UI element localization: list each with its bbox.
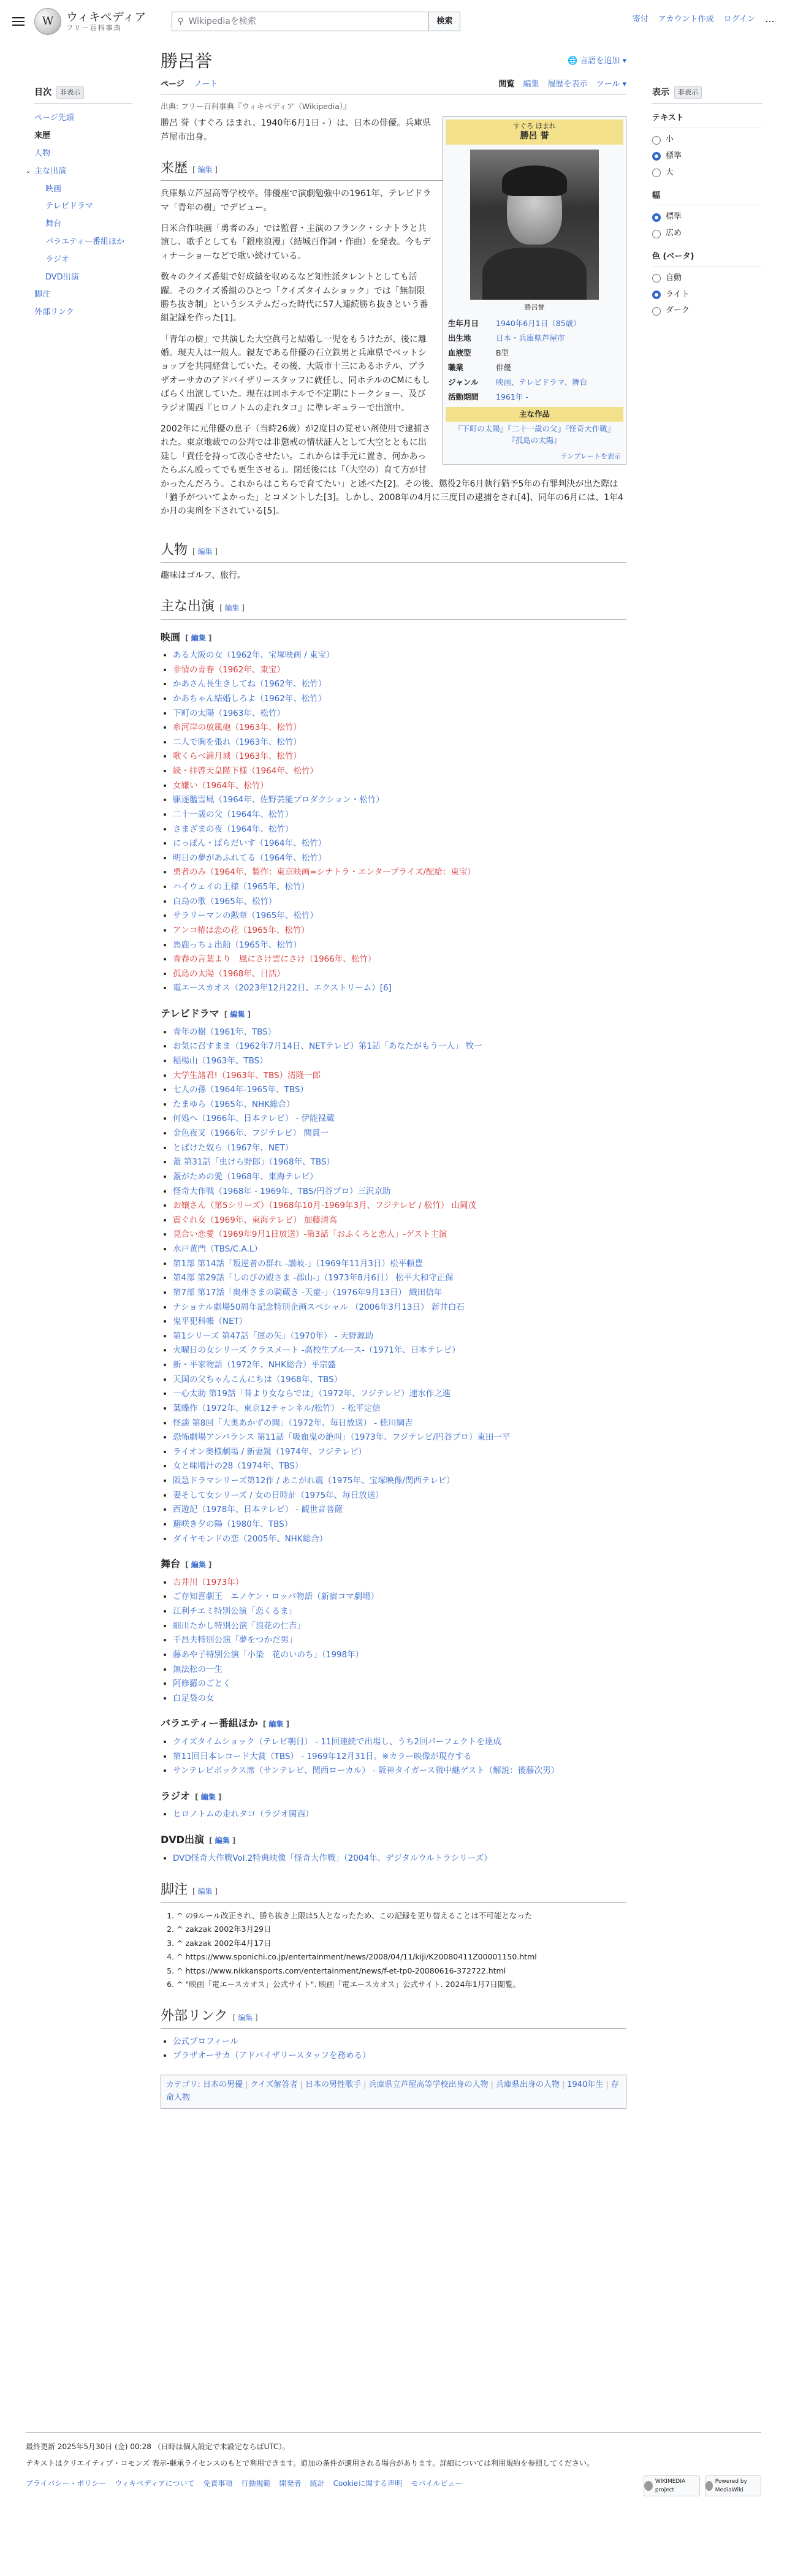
list-item[interactable]: • 怪奇大作戦（1968年 - 1969年、TBS/円谷プロ）三沢京助 bbox=[173, 1185, 626, 1199]
career-paragraph: 2002年に元俳優の息子（当時26歳）が2度目の覚せい剤使用で逮捕された。東京地裁での公判では非懲戒の情状証人として大空とともに出廷し「責任を持って改心させたい。これからは手元に置き、何かあったらぶん殴ってでも更生させる」。閉廷後には「（大空の）育て方が甘かったんだろう。これからはこちらで育てたい」と述べた[2]。その後、懲役2年6月執行猶予5年の有罪判決が出た際は「猶予がついてよかった」とコメントした[3]。しかし、2008年の4月に三度目の逮捕をされ[4]、同年の6月には、1年4か月の実刑を下されている[5]。 bbox=[161, 424, 623, 517]
list-item[interactable]: • 青年の樹（1961年、TBS） bbox=[173, 1025, 626, 1040]
list-item[interactable]: • 避咲き夕の陽（1980年、TBS） bbox=[173, 1518, 626, 1532]
toc-item[interactable]: ラジオ bbox=[45, 254, 70, 264]
footer-link[interactable]: 開発者 bbox=[279, 2479, 302, 2488]
subsection-film-title: 映画 bbox=[161, 631, 181, 643]
list-item[interactable]: • ハイウェイの王様（1965年、松竹） bbox=[173, 880, 626, 895]
career-paragraph: 「青年の樹」で共演した大空眞弓と結婚し一児をもうけたが、後に離婚。現夫人は一般人。親友である俳優の石立鉄男と兵庫県でペットショップを共同経営していた。その後、大阪市十三にあるホテル、プラザオーサカのアドバイザリースタッフに就任し、同ホテルのCMにもしばらく出演していた。現在は同ホテルで不定期にトークショー、及びラジオ関西『ヒロノトムの走れタコ』に準レギュラーで出演中。 bbox=[161, 334, 430, 413]
list-item[interactable]: • 第1シリーズ 第47話「運の矢」（1970年） - 天野源助 bbox=[173, 1329, 626, 1344]
list-item[interactable]: • 見合い恋愛（1969年9月1日放送）-第3話「おふくろと恋人」-ゲスト主演 bbox=[173, 1228, 626, 1242]
list-item[interactable]: • 天国の父ちゃんこんにちは（1968年、TBS） bbox=[173, 1373, 626, 1388]
career-paragraph: 兵庫県立芦屋高等学校卒。俳優座で演劇勉強中の1961年、テレビドラマ「青年の樹」でデビュー。 bbox=[161, 189, 432, 213]
edit-link[interactable]: 編集 bbox=[268, 1720, 284, 1729]
category-link[interactable]: 日本の男優 bbox=[203, 2080, 243, 2089]
template-link[interactable]: テンプレートを表示 bbox=[560, 452, 621, 460]
photo-caption: 勝呂誉 bbox=[524, 303, 545, 311]
edit-link[interactable]: 編集 bbox=[197, 547, 213, 556]
list-item[interactable]: • ライオン奥様劇場 / 新妻鏡（1974年、フジテレビ） bbox=[173, 1445, 626, 1460]
list-item[interactable]: • 怪談 第8回「大奥あかずの間」（1972年、毎日放送） - 徳川綱吉 bbox=[173, 1416, 626, 1431]
list-item[interactable]: • サンテレビボックス席（サンテレビ、関西ローカル） - 阪神タイガース戦中継ゲスト（解説：後藤次男） bbox=[173, 1764, 626, 1779]
last-modified: 最終更新 2025年5月30日 (金) 00:28 （日時は個人設定で未設定ならばUTC）。 bbox=[26, 2442, 290, 2451]
footer-link[interactable]: Cookieに関する声明 bbox=[333, 2479, 403, 2488]
list-item[interactable]: • DVD怪奇大作戦Vol.2特典映像「怪奇大作戦」（2004年、デジタルウルトラシリーズ） bbox=[173, 1852, 626, 1866]
reference-item[interactable]: 6. ^ "映画「電エースカオス」公式サイト". 映画「電エースカオス」公式サイト. 2024年1月7日閲覧。 bbox=[177, 1978, 626, 1992]
subsection-dvd-title: DVD出演 bbox=[161, 1834, 204, 1846]
toc-item[interactable]: 人物 bbox=[34, 148, 51, 158]
page-title: 勝呂誉 bbox=[161, 51, 213, 71]
toc-title: 目次 bbox=[34, 88, 51, 97]
radio-icon bbox=[652, 307, 661, 316]
list-item[interactable]: • ヒロノトムの走れタコ（ラジオ関西） bbox=[173, 1807, 626, 1822]
portrait-photo[interactable] bbox=[470, 150, 599, 300]
category-link[interactable]: 存命人物 bbox=[166, 2080, 619, 2102]
toc-item[interactable]: 映画 bbox=[45, 184, 62, 194]
logo-title: ウィキペディア bbox=[66, 10, 146, 24]
color-option[interactable]: 自動 bbox=[652, 270, 762, 287]
infobox bbox=[443, 116, 626, 465]
list-item[interactable]: • 女嫌い（1964年、松竹） bbox=[173, 779, 626, 794]
list-item[interactable]: • お気に召すまま（1962年7月14日、NETテレビ）第1話「あなたがもう一人」 牧一 bbox=[173, 1039, 626, 1054]
list-item[interactable]: • 恐怖劇場アンバランス 第11話「吸血鬼の絶叫」（1973年、フジテレビ/円谷プロ）東田一平 bbox=[173, 1430, 626, 1445]
career-paragraph: 日米合作映画「勇者のみ」では監督・主演のフランク・シナトラと共演し、歌手としても「銀座浪漫」（結城百作詞・作曲）を発表。今もディナーショーなどで歌い続けている。 bbox=[161, 223, 431, 261]
appearance-panel bbox=[652, 86, 762, 319]
radio-icon bbox=[652, 274, 661, 283]
list-item[interactable]: • 大学生諸君!（1963年、TBS）清隆一郎 bbox=[173, 1069, 626, 1084]
list-item[interactable]: • 金色夜叉（1966年、フジテレビ） 間貫一 bbox=[173, 1127, 626, 1141]
infobox-name: 勝呂 誉 bbox=[520, 131, 549, 142]
list-item[interactable]: • とばけた奴ら（1967年、NET） bbox=[173, 1141, 626, 1156]
career-paragraph: 数々のクイズ番組で好成績を収めるなど知性派タレントとしても活躍。そのクイズ番組のひとつ「クイズタイムショック」では「無制限勝ち抜き制」というシステムだった時代に57人連続勝ち抜きという番組記録を作った[1]。 bbox=[161, 272, 428, 324]
edit-link[interactable]: 編集 bbox=[191, 633, 206, 642]
tab-talk[interactable]: ノート bbox=[194, 80, 218, 89]
list-item[interactable]: • 七人の孫（1964年-1965年、TBS） bbox=[173, 1083, 626, 1098]
list-item[interactable]: • クイズタイムショック（テレビ朝日） - 11回連続で出場し、うち2回パーフェクトを達成 bbox=[173, 1735, 626, 1750]
source-note: 出典: フリー百科事典『ウィキペディア（Wikipedia）』 bbox=[161, 102, 351, 112]
list-item[interactable]: • 千昌夫特別公演「夢をつかだ男」 bbox=[173, 1633, 626, 1648]
more-options-icon[interactable]: ⋯ bbox=[765, 15, 775, 28]
list-item[interactable]: • 青春の言葉より 風にさけ雲にさけ（1966年、松竹） bbox=[173, 952, 626, 967]
toc-hide-button[interactable]: 非表示 bbox=[56, 86, 84, 99]
list-item[interactable]: • 新・平家物語（1972年、NHK総合）平宗盛 bbox=[173, 1358, 626, 1373]
works-heading: 主な作品 bbox=[446, 407, 623, 422]
toc-item[interactable]: ⌄ 主な出演 bbox=[26, 166, 67, 176]
tab-edit[interactable]: 編集 bbox=[523, 80, 539, 89]
radio-icon bbox=[652, 136, 661, 145]
list-item[interactable]: • 稲楊山（1963年、TBS） bbox=[173, 1054, 626, 1069]
list-item[interactable]: • 駆逐艦雪風（1964年、佐野芸能プロダクション・松竹） bbox=[173, 793, 626, 808]
category-separator: | bbox=[363, 2080, 367, 2089]
radio-icon bbox=[652, 152, 661, 161]
tab-history[interactable]: 履歴を表示 bbox=[547, 80, 588, 89]
infobox-row: 活動期間 1961年 - bbox=[448, 392, 528, 402]
list-item[interactable]: • 火曜日の女シリーズ クラスメート -高校生ブルース-（1971年、日本テレビ） bbox=[173, 1343, 626, 1358]
list-item[interactable]: • 震ぐれ女（1969年、東海テレビ） 加藤清高 bbox=[173, 1214, 626, 1228]
list-item[interactable]: • たまゆら（1965年、NHK総合） bbox=[173, 1098, 626, 1112]
appearance-hide-button[interactable]: 非表示 bbox=[674, 86, 702, 99]
list-item[interactable]: • 白足袋の女 bbox=[173, 1692, 626, 1706]
list-item[interactable]: • かあちゃん結婚しろよ（1962年、松竹） bbox=[173, 692, 626, 707]
page-footer bbox=[26, 2432, 761, 2493]
width-option[interactable]: 広め bbox=[652, 226, 762, 242]
list-item[interactable]: • 公式プロフィール bbox=[173, 2035, 626, 2050]
list-item[interactable]: • かあさん長生きしてね（1962年、松竹） bbox=[173, 677, 626, 692]
list-item[interactable]: • 電エースカオス（2023年12月22日、エクストリーム）[6] bbox=[173, 981, 626, 996]
subsection-variety-title: バラエティー番組ほか bbox=[161, 1717, 258, 1730]
radio-icon bbox=[652, 213, 661, 222]
list-item[interactable]: • 糸河岸の放風砲（1963年、松竹） bbox=[173, 721, 626, 735]
toc-item[interactable]: ページ先頭 bbox=[34, 113, 74, 123]
list-item[interactable]: • サラリーマンの勲章（1965年、松竹） bbox=[173, 909, 626, 924]
chevron-down-icon[interactable]: ⌄ bbox=[26, 168, 31, 175]
person-text: 趣味はゴルフ、旅行。 bbox=[161, 570, 246, 580]
list-item[interactable]: • 二十一歳の父（1964年、松竹） bbox=[173, 808, 626, 823]
infobox-row: ジャンル 映画、テレビドラマ、舞台 bbox=[448, 378, 588, 387]
list-item[interactable]: • 二人で胸を張れ（1963年、松竹） bbox=[173, 735, 626, 750]
text-size-option[interactable]: 標準 bbox=[652, 148, 762, 165]
list-item[interactable]: • 葉蝶作（1972年、東京12チャンネル/松竹） - 松平定信 bbox=[173, 1402, 626, 1416]
list-item[interactable]: • 無法松の一生 bbox=[173, 1663, 626, 1677]
edit-link[interactable]: 編集 bbox=[215, 1836, 230, 1845]
list-item[interactable]: • 第1部 第14話「叛逆者の群れ -讃岐-」（1969年11月3日）松平頼豊 bbox=[173, 1257, 626, 1272]
list-item[interactable]: • 孤島の太陽（1968年、日活） bbox=[173, 967, 626, 982]
main-menu-icon[interactable] bbox=[12, 17, 25, 26]
table-of-contents bbox=[26, 86, 132, 322]
intro-paragraph: 勝呂 誉（すぐろ ほまれ、1940年6月1日 - ）は、日本の俳優。兵庫県芦屋市出身。 bbox=[161, 118, 432, 142]
subsection-radio-title: ラジオ bbox=[161, 1790, 191, 1802]
list-item[interactable]: • 一心太助 第19話「昔より女ならでは」（1972年、フジテレビ）速水作之進 bbox=[173, 1387, 626, 1402]
list-item[interactable]: • 歌くらべ満月城（1963年、松竹） bbox=[173, 750, 626, 764]
list-item[interactable]: • プラザオーサカ（アドバイザリースタッフを務める） bbox=[173, 2049, 626, 2064]
main-content: 勝呂誉 🌐 言語を追加 ▾ ページ ノート 閲覧 編集 履歴を表示 ツール ▾ 出典: フリー百科事典『ウィキペディア（Wikipedia）』 すぐろ ほまれ 勝呂 誉 勝呂誉 生年月日 1940年6月1日（85歳） 出生地 日本・兵庫県芦屋市 血液型 B型 職業 俳優 ジャンル 映画、テレビドラマ、舞台 活動期間 1961年 - 主な作品 『下町の太陽』『二十一歳の父』『怪奇大作戦』『孤島の太陽』 テンプレートを表示 勝呂 誉（すぐろ ほまれ、1940年6月1日 - ）は、日本の俳優。兵庫県芦屋市出身。 来歴 [ 編集 ] 兵庫県立芦屋高等学校卒。俳優座で演劇勉強中の1961年、テレビドラマ「青年の樹」でデビュー。 日米合作映画「勇者のみ」では監督・主演のフランク・シナトラと共演し、歌手としても「銀座浪漫」（結城百作詞・作曲）を発表。今もディナーショーなどで歌い続けている。 数々のクイズ番組で好成績を収めるなど知性派タレントとしても活躍。そのクイズ番組のひとつ「クイズタイムショック」では「無制限勝ち抜き制」というシステムだった時代に57人連続勝ち抜きという番組記録を作った[1]。 「青年の樹」で共演した大空眞弓と結婚し一児をもうけたが、後に離婚。現夫人は一般人。親友である俳優の石立鉄男と兵庫県でペットショップを共同経営していた。その後、大阪市十三にあるホテル、プラザオーサカのアドバイザリースタッフに就任し、同ホテルのCMにもしばらく出演していた。現在は同ホテルで不定期にトークショー、及びラジオ関西『ヒロノトムの走れタコ』に準レギュラーで出演中。 2002年に元俳優の息子（当時26歳）が2度目の覚せい剤使用で逮捕された。東京地裁での公判では非懲戒の情状証人として大空とともに出廷し「責任を持って改心させたい。これからは手元に置き、何かあったらぶん殴ってでも更生させる」。閉廷後には「（大空の）育て方が甘かったんだろう。これからはこちらで育てたい」と述べた[2]。その後、懲役2年6月執行猶予5年の有罪判決が出た際は「猶予がついてよかった」とコメントした[3]。しかし、2008年の4月に三度目の逮捕をされ[4]、同年の6月には、1年4か月の実刑を下されている[5]。 人物 [ 編集 ] 趣味はゴルフ、旅行。 主な出演 [ 編集 ] 映画 [ 編集 ] • ある大阪の女（1962年、宝塚映画 / 東宝） • 非情の青春（1962年、東宝） • かあさん長生きしてね（1962年、松竹） • かあちゃん結婚しろよ（1962年、松竹） • 下町の太陽（1963年、松竹） • 糸河岸の放風砲（1963年、松竹） • 二人で胸を張れ（1963年、松竹） • 歌くらべ満月城（1963年、松竹） • 続・拝啓天皇陛下様（1964年、松竹） • 女嫌い（1964年、松竹） • 駆逐艦雪風（1964年、佐野芸能プロダクション・松竹） • 二十一歳の父（1964年、松竹） • さまざまの夜（1964年、松竹） • にっぽん・ぱらだいす（1964年、松竹） • 明日の夢があふれてる（1964年、松竹） • 勇者のみ（1964年、製作：東京映画=シナトラ・エンタープライズ/配給：東宝） • ハイウェイの王様（1965年、松竹） • 白鳥の歌（1965年、松竹） • サラリーマンの勲章（1965年、松竹） • アンコ椿は恋の花（1965年、松竹） • 馬鹿っちょ出船（1965年、松竹） • 青春の言葉より 風にさけ雲にさけ（1966年、松竹） • 孤島の太陽（1968年、日活） • 電エースカオス（2023年12月22日、エクストリーム）[6] テレビドラマ [ 編集 ] • 青年の樹（1961年、TBS） • お気に召すまま（1962年7月14日、NETテレビ）第1話「あなたがもう一人」 牧一 • 稲楊山（1963年、TBS） • 大学生諸君!（1963年、TBS）清隆一郎 • 七人の孫（1964年-1965年、TBS） • たまゆら（1965年、NHK総合） • 何処へ（1966年、日本テレビ） - 伊能禄蔵 • 金色夜叉（1966年、フジテレビ） 間貫一 • とばけた奴ら（1967年、NET） • 蓋 第31話「虫けら野郎」（1968年、TBS） • 蓋がための愛（1968年、東海テレビ） • 怪奇大作戦（1968年 - 1969年、TBS/円谷プロ）三沢京助 • お嬢さん（第5シリーズ）（1968年10月-1969年3月、フジテレビ / 松竹） 山岡茂 • 震ぐれ女（1969年、東海テレビ） 加藤清高 • 見合い恋愛（1969年9月1日放送）-第3話「おふくろと恋人」-ゲスト主演 • 水戸黄門（TBS/C.A.L） • 第1部 第14話「叛逆者の群れ -讃岐-」（1969年11月3日）松平頼豊 • 第4部 第29話「しのびの殿さま -郡山-」（1973年8月6日） 松平大和守正保 • 第7部 第17話「奥州さまの騎蔵き -天童-」（1976年9月13日） 織田信年 • ナショナル劇場50周年記念特別企画スペシャル （2006年3月13日） 新井白石 • 鬼平犯科帳（NET） • 第1シリーズ 第47話「運の矢」（1970年） - 天野源助 • 火曜日の女シリーズ クラスメート -高校生ブルース-（1971年、日本テレビ） • 新・平家物語（1972年、NHK総合）平宗盛 • 天国の父ちゃんこんにちは（1968年、TBS） • 一心太助 第19話「昔より女ならでは」（1972年、フジテレビ）速水作之進 • 葉蝶作（1972年、東京12チャンネル/松竹） - 松平定信 • 怪談 第8回「大奥あかずの間」（1972年、毎日放送） - 徳川綱吉 • 恐怖劇場アンバランス 第11話「吸血鬼の絶叫」（1973年、フジテレビ/円谷プロ）東田一平 • ライオン奥様劇場 / 新妻鏡（1974年、フジテレビ） • 女と味噌汁の28（1974年、TBS） • 阪急ドラマシリーズ第12作 / あこがれ震（1975年、宝塚映像/関西テレビ） • 妻そして女シリーズ / 女の日時計（1975年、毎日放送） • 西遊記（1978年、日本テレビ） - 観世音菩薩 • 避咲き夕の陽（1980年、TBS） • ダイヤモンドの恋（2005年、NHK総合） 舞台 [ 編集 ] • 吉井川（1973年） • ご存知喜劇王 エノケン・ロッパ物語（新宿コマ劇場） • 江利チエミ特別公演「恋くるま」 • 細川たかし特別公演「浪花の仁吉」 • 千昌夫特別公演「夢をつかだ男」 • 藤あや子特別公演「小染 花のいのち」（1998年） • 無法松の一生 • 阿修羅のごとく • 白足袋の女 バラエティー番組ほか [ 編集 ] • クイズタイムショック（テレビ朝日） - 11回連続で出場し、うち2回パーフェクトを達成 • 第11回日本レコード大賞（TBS） - 1969年12月31日。※カラー映像が現存する • サンテレビボックス席（サンテレビ、関西ローカル） - 阪神タイガース戦中継ゲスト（解説：後藤次男） ラジオ [ 編集 ] • ヒロノトムの走れタコ（ラジオ関西） DVD出演 [ 編集 ] • DVD怪奇大作戦Vol.2特典映像「怪奇大作戦」（2004年、デジタルウルトラシリーズ） 脚注 [ 編集 ] 1. ^ の9ルール改正され、勝ち抜き上限は5人となったため、この記録を更り替えることは不可能となった 2. ^ zakzak 2002年3月29日 3. ^ zakzak 2002年4月17日 4. ^ https://www.sponichi.co.jp/entertainment/news/2008/04/11/kiji/K20080411Z00001150.html 5. ^ https://www.nikkansports.com/entertainment/news/f-et-tp0-20080616-372722.html 6. ^ "映画「電エースカオス」公式サイト". 映画「電エースカオス」公式サイト. 2024年1月7日閲覧。 外部リンク [ 編集 ] • 公式プロフィール • プラザオーサカ（アドバイザリースタッフを務める） カテゴリ: 日本の男優 | クイズ解答者 | 日本の男性歌手 | 兵庫県立芦屋高等学校出身の人物 | 兵庫県出身の人物 | 1940年生 | 存命人物 bbox=[161, 50, 626, 2109]
search-input[interactable] bbox=[172, 12, 429, 31]
subsection-stage-title: 舞台 bbox=[161, 1558, 181, 1570]
category-link[interactable]: 1940年生 bbox=[567, 2080, 604, 2089]
section-notes-title: 脚注 bbox=[161, 1882, 188, 1898]
toc-item[interactable]: 脚注 bbox=[34, 290, 51, 300]
list-item[interactable]: • 勇者のみ（1964年、製作：東京映画=シナトラ・エンタープライズ/配給：東宝） bbox=[173, 865, 626, 880]
list-item[interactable]: • 第11回日本レコード大賞（TBS） - 1969年12月31日。※カラー映像が現存する bbox=[173, 1750, 626, 1765]
tab-read[interactable]: 閲覧 bbox=[498, 80, 515, 89]
infobox-row: 生年月日 1940年6月1日（85歳） bbox=[448, 319, 581, 329]
footer-link[interactable]: ウィキペディアについて bbox=[115, 2479, 195, 2488]
search-icon: ⚲ bbox=[177, 16, 184, 26]
edit-link[interactable]: 編集 bbox=[191, 1560, 206, 1570]
color-label: 色 (ベータ) bbox=[652, 251, 762, 267]
edit-link[interactable]: 編集 bbox=[197, 165, 213, 174]
category-link[interactable]: クイズ解答者 bbox=[250, 2080, 298, 2089]
category-link[interactable]: 日本の男性歌手 bbox=[305, 2080, 362, 2089]
list-item[interactable]: • 続・拝啓天皇陛下様（1964年、松竹） bbox=[173, 764, 626, 779]
section-works-title: 主な出演 bbox=[161, 599, 215, 615]
reference-item[interactable]: 2. ^ zakzak 2002年3月29日 bbox=[177, 1923, 626, 1937]
toc-item[interactable]: DVD出演 bbox=[45, 272, 79, 282]
reference-item[interactable]: 4. ^ https://www.sponichi.co.jp/entertainment/news/2008/04/11/kiji/K20080411Z00001150.html bbox=[177, 1950, 626, 1964]
edit-link[interactable]: 編集 bbox=[200, 1792, 216, 1801]
list-item[interactable]: • 阿修羅のごとく bbox=[173, 1677, 626, 1692]
site-header bbox=[0, 0, 787, 43]
search-button[interactable]: 検索 bbox=[429, 12, 460, 31]
list-item[interactable]: • ご存知喜劇王 エノケン・ロッパ物語（新宿コマ劇場） bbox=[173, 1590, 626, 1605]
text-size-option[interactable]: 大 bbox=[652, 165, 762, 181]
toc-item[interactable]: テレビドラマ bbox=[45, 202, 93, 211]
list-item[interactable]: • 第4部 第29話「しのびの殿さま -郡山-」（1973年8月6日） 松平大和守正保 bbox=[173, 1271, 626, 1286]
infobox-kana: すぐろ ほまれ bbox=[513, 122, 556, 131]
subsection-tv-title: テレビドラマ bbox=[161, 1008, 219, 1020]
site-logo[interactable] bbox=[34, 8, 146, 35]
list-item[interactable]: • 細川たかし特別公演「浪花の仁吉」 bbox=[173, 1619, 626, 1634]
edit-link[interactable]: 編集 bbox=[230, 1010, 245, 1019]
edit-link[interactable]: 編集 bbox=[197, 1887, 213, 1896]
categories-label[interactable]: カテゴリ: bbox=[166, 2080, 200, 2089]
list-item[interactable]: • 明日の夢があふれてる（1964年、松竹） bbox=[173, 851, 626, 866]
license-text: テキストはクリエイティブ・コモンズ 表示-継承ライセンスのもとで利用できます。追加の条件が適用される場合があります。詳細については利用規約を参照してください。 bbox=[26, 2459, 595, 2468]
list-item[interactable]: • 蓋 第31話「虫けら野郎」（1968年、TBS） bbox=[173, 1155, 626, 1170]
works-list[interactable]: 『下町の太陽』『二十一歳の父』『怪奇大作戦』『孤島の太陽』 bbox=[454, 424, 615, 446]
list-item[interactable]: • 女と味噌汁の28（1974年、TBS） bbox=[173, 1459, 626, 1474]
category-separator: | bbox=[245, 2080, 248, 2089]
footer-link[interactable]: プライバシー・ポリシー bbox=[26, 2479, 107, 2488]
list-item[interactable]: • 下町の太陽（1963年、松竹） bbox=[173, 707, 626, 721]
tab-page[interactable]: ページ bbox=[161, 80, 184, 89]
donate-link[interactable]: 寄付 bbox=[632, 15, 648, 25]
infobox-row: 出生地 日本・兵庫県芦屋市 bbox=[448, 333, 565, 343]
list-item[interactable]: • 吉井川（1973年） bbox=[173, 1576, 626, 1590]
mediawiki-badge[interactable]: Powered by MediaWiki bbox=[705, 2475, 761, 2496]
search-placeholder: Wikipediaを検索 bbox=[188, 16, 256, 26]
list-item[interactable]: • ナショナル劇場50周年記念特別企画スペシャル （2006年3月13日） 新井白石 bbox=[173, 1301, 626, 1315]
login-link[interactable]: ログイン bbox=[723, 15, 755, 25]
category-separator: | bbox=[606, 2080, 609, 2089]
list-item[interactable]: • 第7部 第17話「奥州さまの騎蔵き -天童-」（1976年9月13日） 織田信年 bbox=[173, 1286, 626, 1301]
list-item[interactable]: • アンコ椿は恋の花（1965年、松竹） bbox=[173, 924, 626, 938]
toc-item[interactable]: 外部リンク bbox=[34, 308, 74, 317]
radio-icon bbox=[652, 230, 661, 238]
toc-item[interactable]: バラエティー番組ほか bbox=[45, 237, 124, 246]
reference-item[interactable]: 1. ^ の9ルール改正され、勝ち抜き上限は5人となったため、この記録を更り替えることは不可能となった bbox=[177, 1909, 626, 1923]
list-item[interactable]: • 阪急ドラマシリーズ第12作 / あこがれ震（1975年、宝塚映像/関西テレビ） bbox=[173, 1474, 626, 1489]
radio-icon bbox=[652, 291, 661, 299]
logo-subtitle: フリー百科事典 bbox=[66, 23, 122, 32]
category-box bbox=[161, 2075, 626, 2109]
footer-link[interactable]: モバイルビュー bbox=[411, 2479, 463, 2488]
category-separator: | bbox=[300, 2080, 303, 2089]
create-account-link[interactable]: アカウント作成 bbox=[658, 15, 714, 25]
toc-item[interactable]: 来歴 bbox=[34, 131, 51, 141]
list-item[interactable]: • 蓋がための愛（1968年、東海テレビ） bbox=[173, 1170, 626, 1185]
edit-link[interactable]: 編集 bbox=[238, 2013, 253, 2022]
section-external-title: 外部リンク bbox=[161, 2008, 228, 2024]
list-item[interactable]: • ダイヤモンドの恋（2005年、NHK総合） bbox=[173, 1532, 626, 1547]
width-label: 幅 bbox=[652, 190, 762, 206]
list-item[interactable]: • 何処へ（1966年、日本テレビ） - 伊能禄蔵 bbox=[173, 1112, 626, 1127]
footer-link[interactable]: 免責事項 bbox=[203, 2479, 233, 2488]
list-item[interactable]: • 馬鹿っちょ出船（1965年、松竹） bbox=[173, 938, 626, 953]
category-separator: | bbox=[561, 2080, 565, 2089]
edit-link[interactable]: 編集 bbox=[224, 604, 240, 613]
add-language-button[interactable]: 🌐 言語を追加 ▾ bbox=[567, 56, 626, 66]
color-option[interactable]: ダーク bbox=[652, 303, 762, 319]
list-item[interactable]: • ある大阪の女（1962年、宝塚映画 / 東宝） bbox=[173, 648, 626, 663]
category-link[interactable]: 兵庫県立芦屋高等学校出身の人物 bbox=[368, 2080, 489, 2089]
list-item[interactable]: • 江利チエミ特別公演「恋くるま」 bbox=[173, 1605, 626, 1619]
color-option[interactable]: ライト bbox=[652, 287, 762, 303]
list-item[interactable]: • さまざまの夜（1964年、松竹） bbox=[173, 823, 626, 837]
category-separator: | bbox=[490, 2080, 493, 2089]
list-item[interactable]: • お嬢さん（第5シリーズ）（1968年10月-1969年3月、フジテレビ / 松竹） 山岡茂 bbox=[173, 1199, 626, 1214]
section-career-title: 来歴 bbox=[161, 160, 188, 176]
section-person-title: 人物 bbox=[161, 542, 188, 558]
reference-item[interactable]: 3. ^ zakzak 2002年4月17日 bbox=[177, 1937, 626, 1951]
list-item[interactable]: • 西遊記（1978年、日本テレビ） - 観世音菩薩 bbox=[173, 1503, 626, 1518]
wikipedia-globe-icon: W bbox=[34, 8, 61, 35]
text-size-option[interactable]: 小 bbox=[652, 132, 762, 148]
tab-tools[interactable]: ツール ▾ bbox=[596, 80, 626, 89]
width-option[interactable]: 標準 bbox=[652, 209, 762, 226]
footer-link[interactable]: 行動規範 bbox=[241, 2479, 271, 2488]
reference-item[interactable]: 5. ^ https://www.nikkansports.com/entertainment/news/f-et-tp0-20080616-372722.html bbox=[177, 1964, 626, 1978]
footer-link[interactable]: 統計 bbox=[310, 2479, 325, 2488]
category-link[interactable]: 兵庫県出身の人物 bbox=[495, 2080, 560, 2089]
toc-item[interactable]: 舞台 bbox=[45, 219, 62, 229]
list-item[interactable]: • 水戸黄門（TBS/C.A.L） bbox=[173, 1242, 626, 1257]
infobox-row: 職業 俳優 bbox=[448, 363, 512, 373]
list-item[interactable]: • 白鳥の歌（1965年、松竹） bbox=[173, 895, 626, 910]
list-item[interactable]: • 妻そして女シリーズ / 女の日時計（1975年、毎日放送） bbox=[173, 1489, 626, 1503]
list-item[interactable]: • 藤あや子特別公演「小染 花のいのち」（1998年） bbox=[173, 1648, 626, 1663]
list-item[interactable]: • 鬼平犯科帳（NET） bbox=[173, 1315, 626, 1329]
radio-icon bbox=[652, 169, 661, 177]
page-tabs bbox=[161, 78, 626, 94]
list-item[interactable]: • にっぽん・ぱらだいす（1964年、松竹） bbox=[173, 837, 626, 851]
text-size-label: テキスト bbox=[652, 112, 762, 128]
appearance-title: 表示 bbox=[652, 88, 669, 97]
wikimedia-badge[interactable]: WIKIMEDIA project bbox=[644, 2475, 700, 2496]
list-item[interactable]: • 非情の青春（1962年、東宝） bbox=[173, 663, 626, 678]
infobox-row: 血液型 B型 bbox=[448, 348, 509, 358]
